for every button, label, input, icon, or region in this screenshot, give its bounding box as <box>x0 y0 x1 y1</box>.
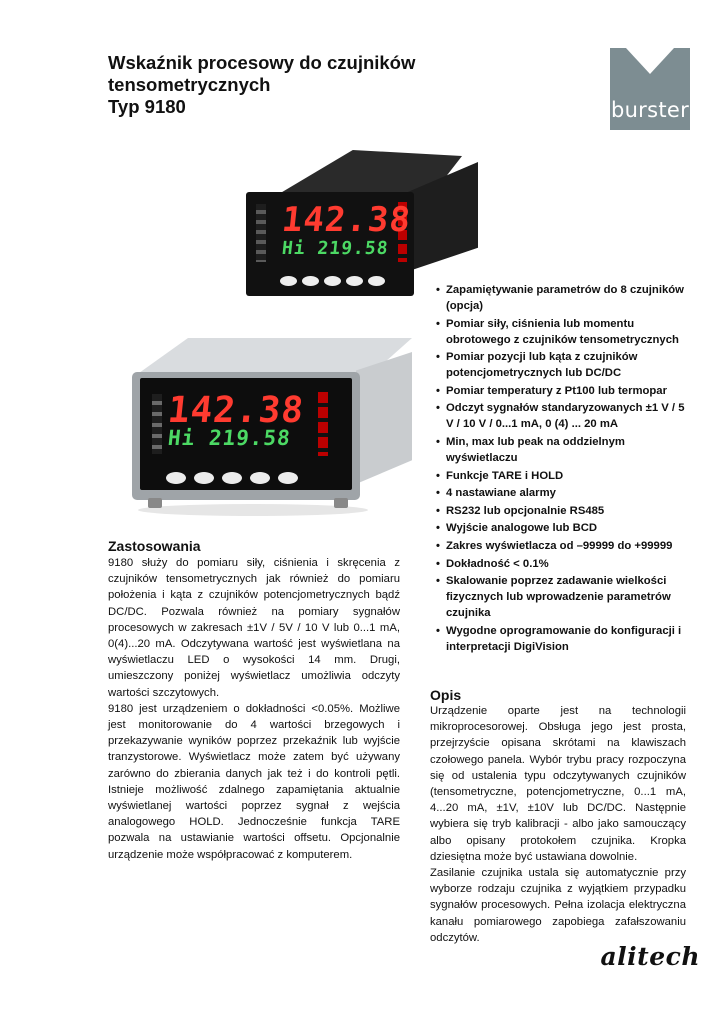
section-heading-opis: Opis <box>430 687 462 703</box>
paragraph: 9180 służy do pomiaru siły, ciśnienia i skręcenia z czujników tensometrycznych jak również do pomiaru położenia i kąta z czujników potencjometrycznych bądź DC/DC. Pozwala również na pomiary sygnałów procesowych w zakresach ±1V / 5V / 10 V lub 0...1 mA, 0(4)...20 mA. Odczytywana wartość jest wyświetlana na wyświetlaczu LED o wysokości 14 mm. Drugi, umieszczony poniżej wyświetlacz umożliwia odczyty wartości szczytowych. <box>108 557 400 699</box>
paragraph: 9180 jest urządzeniem o dokładności <0.05%. Możliwe jest monitorowanie do 4 wartości brzegowych i przekazywanie wyników poprzez przekaźnik lub wyjście tranzystorowe. Wyświetlacz może zatem być używany zarówno do zbierania danych jak też i do kontroli pętli. Istnieje możliwość zdalnego zapamiętania aktualnie wyświetlanej wartości poprzez sygnał z wejścia analogowego HOLD. Jednocześnie funkcja TARE pozwala na ustawianie wartości offsetu. Opcjonalnie urządzenie może współpracować z komputerem. <box>108 702 400 861</box>
feature-item: • Odczyt sygnałów standaryzowanych ±1 V / 5 V / 10 V / 0...1 mA, 0 (4) ... 20 mA <box>436 400 692 432</box>
feature-item: • Funkcje TARE i HOLD <box>436 468 692 484</box>
main-display: 142.38 <box>165 390 307 431</box>
alitech-logo: alitech <box>600 942 700 971</box>
title-line-1: Wskaźnik procesowy do czujników <box>108 52 416 73</box>
peak-display: Hi 219.58 <box>166 426 293 450</box>
feature-item: • Wygodne oprogramowanie do konfiguracji i interpretacji DigiVision <box>436 623 692 655</box>
section-heading-zastosowania: Zastosowania <box>108 538 201 554</box>
logo-notch <box>626 48 674 74</box>
feature-item: • Pomiar pozycji lub kąta z czujników potencjometrycznych lub DC/DC <box>436 349 692 381</box>
paragraph: Urządzenie oparte jest na technologii mikroprocesorowej. Obsługa jego jest prosta, przejrzyście opisana skrótami na klawiszach czołowego panela. Wybór trybu pracy rozpoczyna się od ustalenia typu odczytywanych czujników (tensometryczne, potencjometryczne, 0...1 mA, 4...20 mA, ±1V, ±10V lub DC/DC. Następnie wybiera się tryb kalibracji - albo jako samouczący albo opisany protokołem czujnika. Kropka dziesiętna może być ustawiana dowolnie. <box>430 705 686 863</box>
housing-foot <box>334 498 348 508</box>
section-zastosowania <box>108 555 400 863</box>
brand-name: burster <box>610 98 690 122</box>
device-button <box>194 472 214 484</box>
device-button <box>346 276 363 286</box>
device-button <box>278 472 298 484</box>
section-opis <box>430 703 686 946</box>
title-line-2: tensometrycznych <box>108 74 271 95</box>
device-button <box>250 472 270 484</box>
device-button <box>280 276 297 286</box>
feature-item: • Zakres wyświetlacza od –99999 do +99999 <box>436 538 692 554</box>
device-button <box>302 276 319 286</box>
main-display: 142.38 <box>279 200 413 240</box>
features-list <box>436 282 692 656</box>
feature-item: • RS232 lub opcjonalnie RS485 <box>436 503 692 519</box>
title-line-3: Typ 9180 <box>108 96 186 117</box>
feature-item: • Dokładność < 0.1% <box>436 556 692 572</box>
paragraph: Zasilanie czujnika ustala się automatycznie przy wyborze rodzaju czujnika z wyjątkiem przypadku sygnałów procesowych. Pełna izolacja elektryczna kanału pomiarowego zapobiega zafałszowaniu odczytów. <box>430 867 686 944</box>
feature-item: • Pomiar temperatury z Pt100 lub termopar <box>436 383 692 399</box>
peak-display: Hi 219.58 <box>280 238 390 259</box>
status-leds-left <box>256 204 266 262</box>
device-button <box>324 276 341 286</box>
device-photo-bench-housing <box>118 332 418 514</box>
feature-item: • Zapamiętywanie parametrów do 8 czujników (opcja) <box>436 282 692 314</box>
feature-item: • Pomiar siły, ciśnienia lub momentu obrotowego z czujników tensometrycznych <box>436 316 692 348</box>
burster-logo <box>610 48 690 130</box>
device-button <box>166 472 186 484</box>
feature-item: • Skalowanie poprzez zadawanie wielkości fizycznych lub wprowadzenie parametrów czujnika <box>436 573 692 621</box>
feature-item: • 4 nastawiane alarmy <box>436 485 692 501</box>
status-leds-left <box>152 394 162 454</box>
feature-item: • Wyjście analogowe lub BCD <box>436 520 692 536</box>
housing-side <box>356 352 412 484</box>
device-photo-panel-mount <box>246 150 478 296</box>
page-title <box>108 52 528 118</box>
device-button <box>222 472 242 484</box>
housing-foot <box>148 498 162 508</box>
device-button <box>368 276 385 286</box>
feature-item: • Min, max lub peak na oddzielnym wyświetlaczu <box>436 434 692 466</box>
alarm-leds-right <box>318 392 328 456</box>
